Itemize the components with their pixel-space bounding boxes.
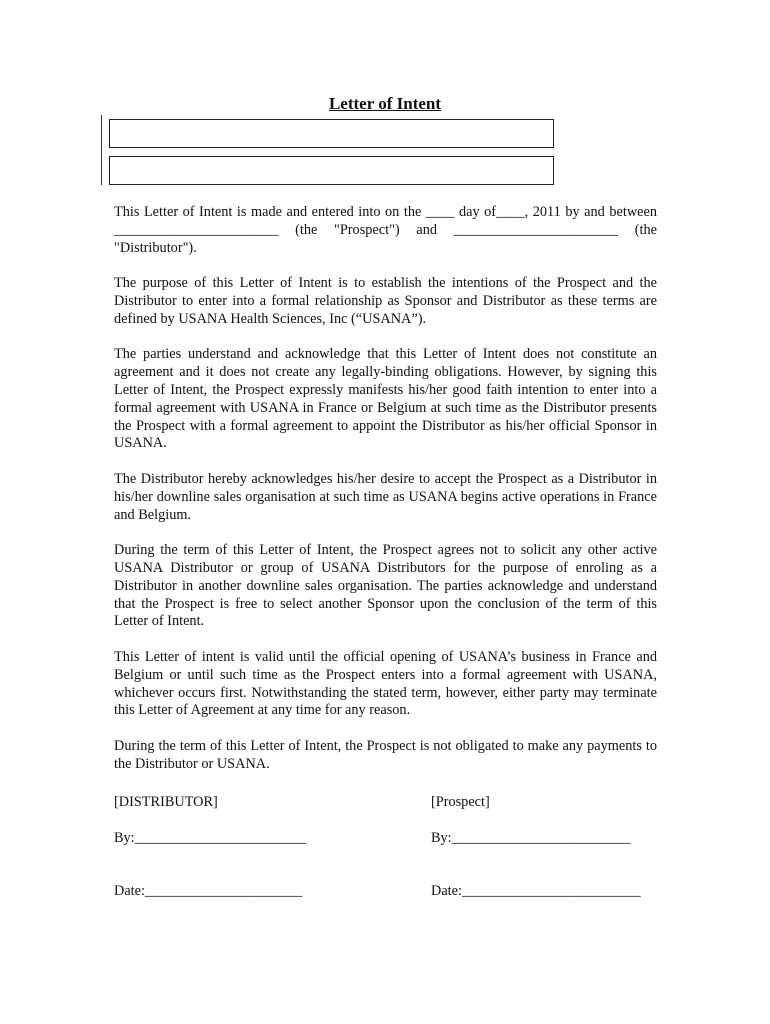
distributor-date-line[interactable]: [114, 882, 302, 900]
paragraph-acknowledge: The parties understand and acknowledge that this Letter of Intent does not constitute an agreement and it does not create any legally-binding obligations. However, by signing this Letter of Intent, the Prospect expressly manifests his/her good faith intention to enter into a formal agreement with USANA in France or Belgium at such time as the Distributor presents the Prospect with a formal agreement to appoint the Distributor as his/her official Sponsor in USANA.: [114, 346, 657, 452]
signature-blank[interactable]: _________________________: [451, 830, 631, 846]
paragraph-payments: During the term of this Letter of Intent, the Prospect is not obligated to make any payments to the Distributor or USANA.: [114, 737, 657, 772]
by-label: By:: [114, 830, 135, 846]
document-title: Letter of Intent: [328, 94, 442, 113]
text-field-box-1[interactable]: [109, 119, 554, 148]
prospect-date-line[interactable]: [431, 882, 641, 900]
text-field-box-2[interactable]: [109, 156, 554, 185]
paragraph-intro: This Letter of Intent is made and entered into on the ____ day of____, 2011 by and between _______________________ (the "Prospect") and _______________________ (the "Distributor").: [114, 204, 657, 256]
paragraph-validity: This Letter of intent is valid until the official opening of USANA’s business in France and Belgium or until such time as the Prospect enters into a formal agreement with USANA, whichever occurs first. Notwithstanding the stated term, however, either party may terminate this Letter of Agreement at any time for any reason.: [114, 648, 657, 719]
by-label: By:: [431, 830, 452, 846]
date-label: Date:: [114, 883, 145, 899]
paragraph-term: During the term of this Letter of Intent, the Prospect agrees not to solicit any other active USANA Distributor or group of USANA Distributors for the purpose of enroling as a Distributor in another downline sales organisation. The parties acknowledge and understand that the Prospect is free to select another Sponsor upon the conclusion of the term of this Letter of Intent.: [114, 542, 657, 630]
prospect-by-line[interactable]: [431, 829, 630, 847]
letter-body: [114, 204, 657, 791]
date-blank[interactable]: _________________________: [461, 883, 641, 899]
paragraph-purpose: The purpose of this Letter of Intent is to establish the intentions of the Prospect and the Distributor to enter into a formal relationship as Sponsor and Distributor as these terms are defined by USANA Health Sciences, Inc (“USANA”).: [114, 275, 657, 327]
paragraph-distributor: The Distributor hereby acknowledges his/her desire to accept the Prospect as a Distributor in his/her downline sales organisation at such time as USANA begins active operations in France and Belgium.: [114, 470, 657, 523]
signature-blank[interactable]: ________________________: [134, 830, 307, 846]
date-label: Date:: [431, 883, 462, 899]
distributor-party-label: [DISTRIBUTOR]: [114, 794, 218, 810]
distributor-by-line[interactable]: [114, 829, 306, 847]
margin-change-bar: [101, 115, 102, 185]
prospect-party-label: [Prospect]: [431, 794, 490, 810]
date-blank[interactable]: ______________________: [144, 883, 303, 899]
